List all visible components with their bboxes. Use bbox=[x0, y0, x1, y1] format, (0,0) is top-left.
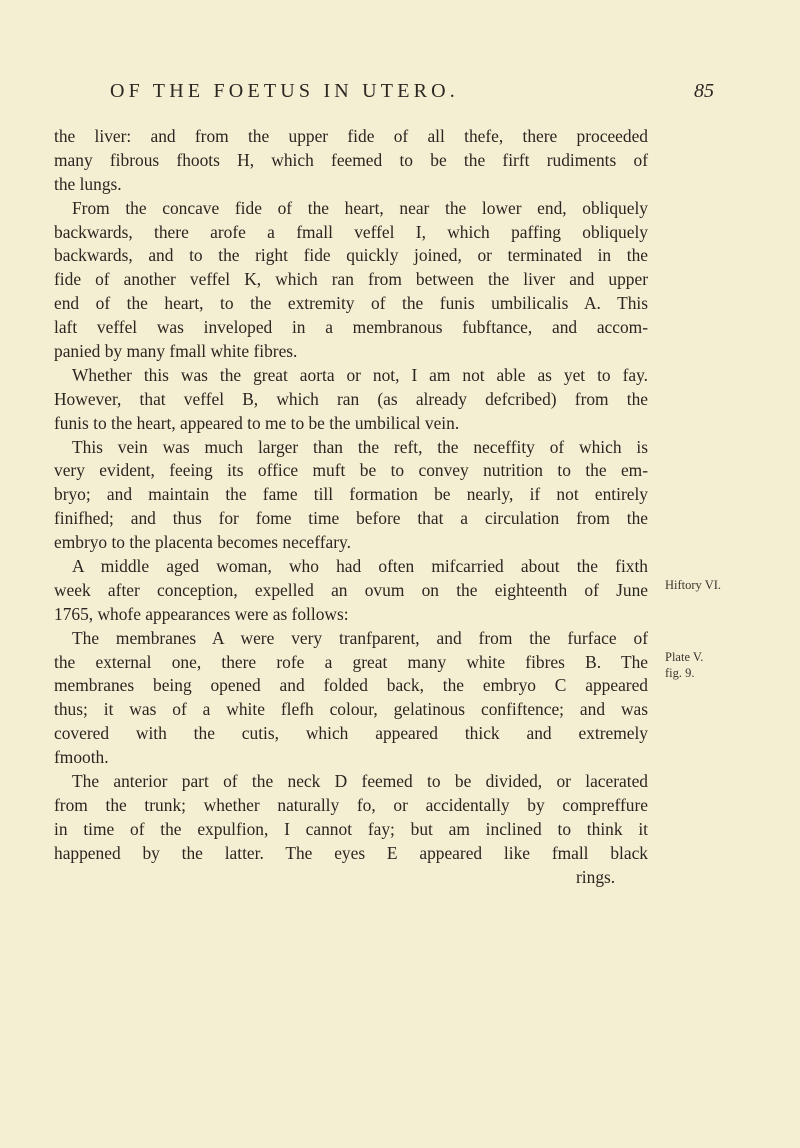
margin-note-history: Hiftory VI. bbox=[665, 578, 722, 592]
text-line: membranes being opened and folded back, the embryo C appeared bbox=[54, 675, 648, 696]
text-line: covered with the cutis, which appeared thick and extremely bbox=[54, 723, 648, 744]
running-head-title: OF THE FOETUS IN UTERO. bbox=[110, 80, 460, 102]
text-line: finifhed; and thus for fome time before that a circulation from the bbox=[54, 508, 648, 529]
text-line: the lungs. bbox=[54, 173, 122, 194]
text-line: backwards, and to the right fide quickly joined, or terminated in the bbox=[54, 245, 648, 266]
text-line: A middle aged woman, who had often mifcarried about the fixth bbox=[72, 556, 648, 577]
catchword: rings. bbox=[576, 866, 616, 887]
text-line: happened by the latter. The eyes E appeared like fmall black bbox=[54, 842, 648, 863]
text-line: panied by many fmall white fibres. bbox=[54, 341, 298, 362]
text-line: funis to the heart, appeared to me to be the umbilical vein. bbox=[54, 412, 460, 433]
text-line: end of the heart, to the extremity of the funis umbilicalis A. This bbox=[54, 293, 648, 314]
text-line: The membranes A were very tranfparent, and from the furface of bbox=[72, 627, 648, 648]
text-line: backwards, there arofe a fmall veffel I, which paffing obliquely bbox=[54, 221, 648, 242]
text-line: The anterior part of the neck D feemed to be divided, or lacerated bbox=[72, 771, 648, 792]
text-line: However, that veffel B, which ran (as already defcribed) from the bbox=[54, 388, 648, 409]
text-line: fide of another veffel K, which ran from between the liver and upper bbox=[54, 269, 648, 290]
margin-note-fig: fig. 9. bbox=[665, 666, 695, 680]
text-line: thus; it was of a white flefh colour, gelatinous confiftence; and was bbox=[54, 699, 648, 720]
text-line: fmooth. bbox=[54, 747, 109, 768]
margin-note-plate: Plate V. bbox=[665, 650, 704, 664]
text-line: embryo to the placenta becomes neceffary. bbox=[54, 532, 351, 553]
text-line: 1765, whofe appearances were as follows: bbox=[54, 603, 349, 624]
text-line: from the trunk; whether naturally fo, or accidentally by compreffure bbox=[54, 794, 648, 815]
body-text bbox=[54, 125, 648, 890]
text-line: Whether this was the great aorta or not, I am not able as yet to fay. bbox=[72, 364, 648, 385]
text-line: This vein was much larger than the reft, the neceffity of which is bbox=[72, 436, 648, 457]
text-line: in time of the expulfion, I cannot fay; but am inclined to think it bbox=[54, 818, 648, 839]
text-line: laft veffel was inveloped in a membranous fubftance, and accom- bbox=[54, 317, 648, 338]
text-line: bryo; and maintain the fame till formation be nearly, if not entirely bbox=[54, 484, 648, 505]
text-line: many fibrous fhoots H, which feemed to be the firft rudiments of bbox=[54, 149, 648, 170]
text-line: very evident, feeing its office muft be to convey nutrition to the em- bbox=[54, 460, 648, 481]
text-line: From the concave fide of the heart, near the lower end, obliquely bbox=[72, 197, 648, 218]
text-line: the liver: and from the upper fide of all thefe, there proceeded bbox=[54, 126, 648, 146]
page-number: 85 bbox=[694, 80, 714, 102]
text-line: the external one, there rofe a great many white fibres B. The bbox=[54, 651, 648, 672]
text-line: week after conception, expelled an ovum on the eighteenth of June bbox=[54, 579, 648, 600]
